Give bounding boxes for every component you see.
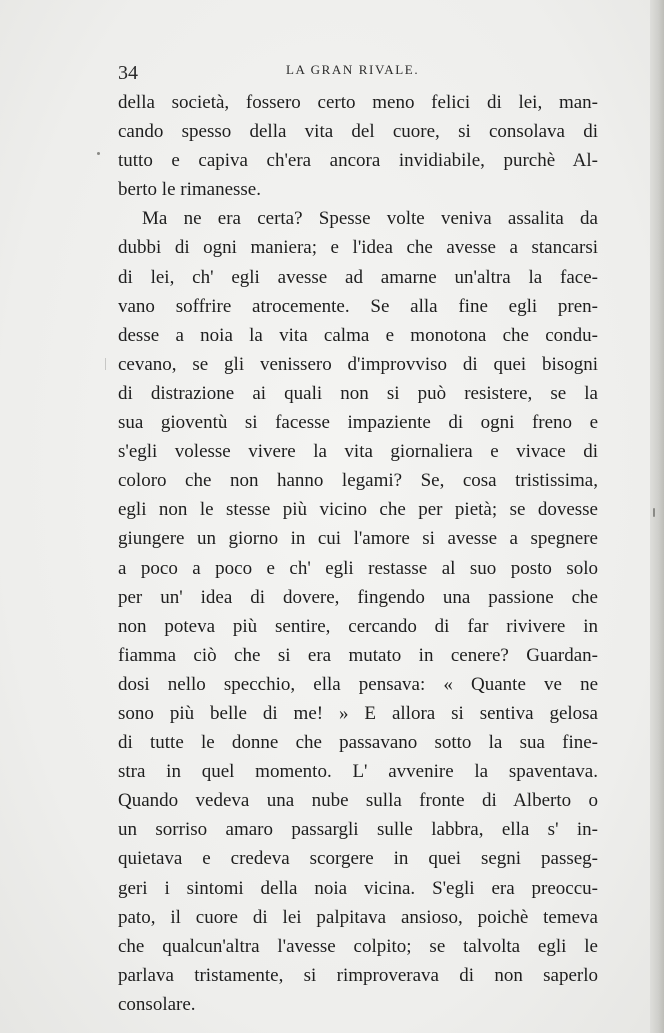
text-line: fiamma ciò che si era mutato in cenere? Guardan- — [118, 644, 598, 666]
text-line: per un' idea di dovere, fingendo una passione che — [118, 586, 598, 608]
text-line: pato, il cuore di lei palpitava ansioso, poichè temeva — [118, 906, 598, 928]
text-line: quietava e credeva scorgere in quei segni passeg- — [118, 848, 598, 870]
paper-speck — [105, 358, 106, 370]
text-line: stra in quel momento. L' avvenire la spaventava. — [118, 761, 598, 783]
text-line: non poteva più sentire, cercando di far rivivere in — [118, 615, 598, 637]
text-line: che qualcun'altra l'avesse colpito; se talvolta egli le — [118, 935, 598, 957]
running-title: LA GRAN RIVALE. — [286, 62, 420, 77]
paper-speck — [97, 152, 100, 155]
text-line: Quando vedeva una nube sulla fronte di Alberto o — [118, 790, 598, 812]
text-line: tutto e capiva ch'era ancora invidiabile, purchè Al- — [118, 150, 598, 172]
text-line: consolare. — [118, 993, 196, 1015]
text-line: sua gioventù si facesse impaziente di ogni freno e — [118, 412, 598, 434]
text-line: cando spesso della vita del cuore, si consolava di — [118, 121, 598, 143]
paper-speck — [653, 508, 655, 517]
text-line: parlava tristamente, si rimproverava di non saperlo — [118, 964, 598, 986]
text-line: della società, fossero certo meno felici di lei, man- — [118, 92, 598, 113]
text-line: Ma ne era certa? Spesse volte veniva assalita da — [142, 208, 598, 230]
page-header — [118, 56, 598, 86]
page-spine-shadow — [650, 0, 664, 1033]
text-line: un sorriso amaro passargli sulle labbra, ella s' in- — [118, 819, 598, 841]
text-line: giungere un giorno in cui l'amore si avesse a spegnere — [118, 528, 598, 550]
text-line: dubbi di ogni maniera; e l'idea che avesse a stancarsi — [118, 237, 598, 259]
text-line: a poco a poco e ch' egli restasse al suo posto solo — [118, 557, 598, 579]
text-line: coloro che non hanno legami? Se, cosa tristissima, — [118, 470, 598, 492]
text-line: egli non le stesse più vicino che per pietà; se dovesse — [118, 499, 598, 521]
text-line: di distrazione ai quali non si può resistere, se la — [118, 382, 598, 404]
text-line: di lei, ch' egli avesse ad amarne un'altra la face- — [118, 266, 598, 288]
body-text — [118, 88, 598, 1019]
text-line: di tutte le donne che passavano sotto la sua fine- — [118, 732, 598, 754]
page-number: 34 — [118, 62, 138, 84]
text-line: vano soffrire atrocemente. Se alla fine egli pren- — [118, 295, 598, 317]
text-line: berto le rimanesse. — [118, 179, 261, 201]
text-line: desse a noia la vita calma e monotona che condu- — [118, 324, 598, 346]
text-line: geri i sintomi della noia vicina. S'egli era preoccu- — [118, 877, 598, 899]
text-line: sono più belle di me! » E allora si sentiva gelosa — [118, 702, 598, 724]
text-line: s'egli volesse vivere la vita giornaliera e vivace di — [118, 441, 598, 463]
text-line: cevano, se gli venissero d'improvviso di quei bisogni — [118, 353, 598, 375]
text-line: dosi nello specchio, ella pensava: « Quante ve ne — [118, 673, 598, 695]
